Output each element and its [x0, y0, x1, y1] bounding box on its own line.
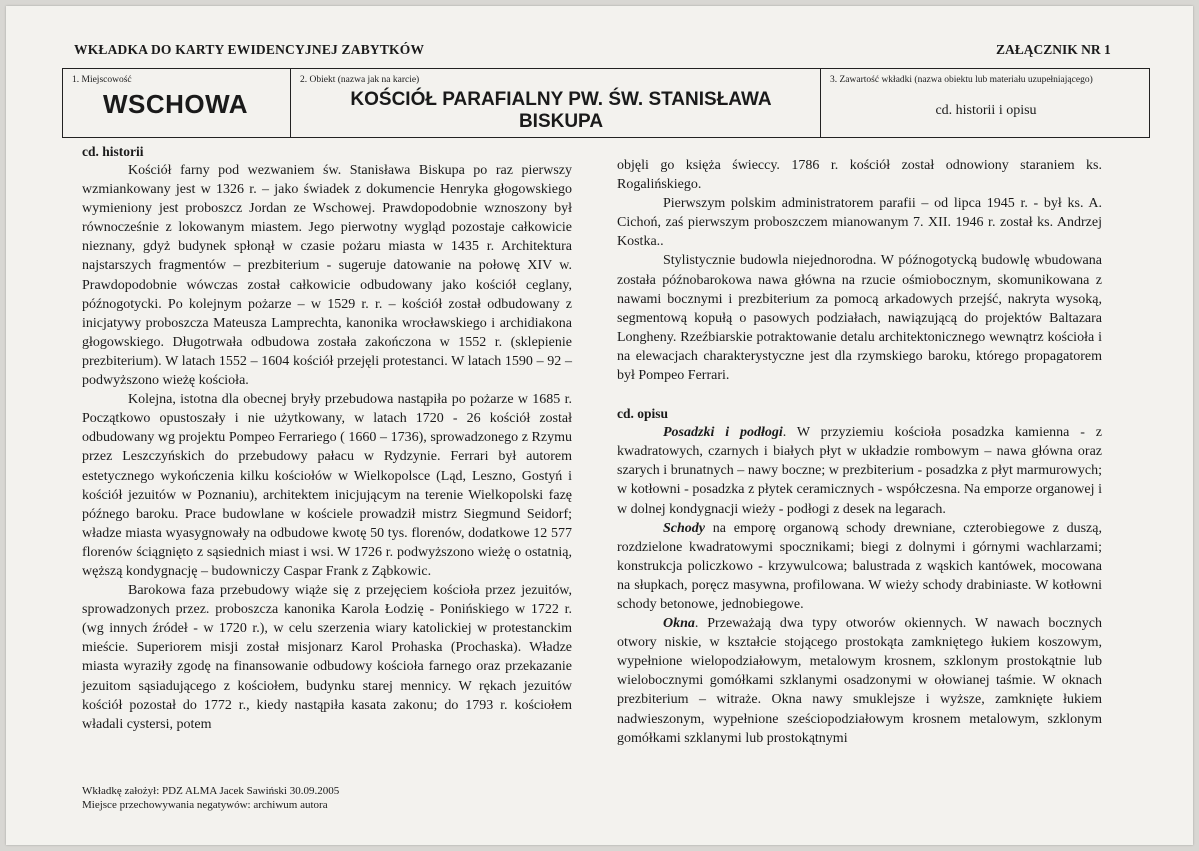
- contents-label: 3. Zawartość wkładki (nazwa obiektu lub materiału uzupełniającego): [830, 75, 1093, 85]
- locality-label: 1. Miejscowość: [72, 75, 132, 85]
- contents-value: cd. historii i opisu: [935, 103, 1037, 118]
- footer-storage: Miejsce przechowywania negatywów: archiwum autora: [82, 799, 328, 811]
- description-heading: cd. opisu: [617, 406, 669, 422]
- floors-text: . W przyziemiu kościoła posadzka kamienna - z kwadratowych, czarnych i białych płyt w układzie rombowym – nawa główna oraz szarych i brunatnych – nawy boczne; w prezbiterium - posadzka z płyt marmurowych; w kotłowni - posadzka z płytek ceramicznych - współczesna. Na emporze organowej i w dolnej kondygnacji wieży - podłogi z desek na legarach.: [617, 425, 1102, 517]
- stairs-text: na emporę organową schody drewniane, czterobiegowe z duszą, rozdzielone kwadratowymi spocznikami; biegi z dolnymi i górnymi wachlarzami; konstrukcja policzkowo - krzywulcowa; balustrada z wąskich kantówek, mocowana na słupkach, poręcz masywna, profilowana. W wieży schody drabiniaste. W kotłowni schody betonowe, jednobiegowe.: [617, 520, 1102, 612]
- document-sheet: [6, 6, 1193, 845]
- locality-value: WSCHOWA: [103, 89, 249, 119]
- left-column: [82, 142, 572, 734]
- footer-author: Wkładkę założył: PDZ ALMA Jacek Sawiński 30.09.2005: [82, 785, 340, 797]
- history-paragraph-3: Barokowa faza przebudowy wiąże się z przejęciem kościoła przez jezuitów, sprowadzonych przez. proboszcza kanonika Karola Łodzię - Ponińskiego w 1722 r. (wg innych źródeł - w 1720 r.), w celu szerzenia wiary katolickiej w protestanckim mieście. Superiorem misji został misjonarz Karol Prohaska (Prochaska). Władze miasta wyraziły zgodę na finansowanie odbudowy kościoła farnego oraz przekazanie jezuitom sąsiadującego z kościołem, budynku starej mennicy. W rękach jezuitów kościół pozostał do 1772 r., kiedy nastąpiła kasata zakonu; do 1793 r. kościołem władali cystersi, potem: [82, 583, 572, 732]
- stairs-title: Schody: [663, 520, 705, 536]
- object-label: 2. Obiekt (nazwa jak na karcie): [300, 75, 420, 85]
- stairs-paragraph: [617, 519, 1102, 614]
- windows-paragraph: [617, 614, 1102, 748]
- windows-title: Okna: [663, 616, 695, 632]
- right-column: [617, 156, 1102, 748]
- header-table: [62, 68, 1150, 138]
- history-paragraph-6: Stylistycznie budowla niejednorodna. W późnogotycką budowlę wbudowana została późnobarokowa nawa główna na rzucie ośmiobocznym, skomunikowana z nawami bocznymi i prezbiterium za pomocą arkadowych przejść, nakryta wysoką, segmentową kopułą o pasowych podziałach, nawiązującą do projektów Baltazara Longheny. Rzeźbiarskie potraktowanie detalu architektonicznego wewnątrz kościoła i na elewacjach charakterystyczne jest dla rzymskiego baroku, którego propagatorem był Pompeo Ferrari.: [617, 253, 1102, 384]
- footer-note: [82, 784, 339, 812]
- locality-cell: [63, 69, 291, 137]
- floors-paragraph: [617, 423, 1102, 518]
- object-value: KOŚCIÓŁ PARAFIALNY PW. ŚW. STANISŁAWA BISKUPA: [350, 89, 772, 132]
- history-paragraph-2: Kolejna, istotna dla obecnej bryły przebudowa nastąpiła po pożarze w 1685 r. Początkowo opustoszały i nie użytkowany, w latach 1720 - 26 kościół został odbudowany wg projektu Pompeo Ferrariego ( 1660 – 1736), sprowadzonego z Rzymu przez Leszczyńskich do przebudowy pałacu w Rydzynie. Ferrari był autorem estetycznego wykończenia kilku kościołów w Wielkopolsce (Ląd, Leszno, Gostyń i kościół jezuitów w Poznaniu), architektem inicjującym na terenie Wielkopolski fazę późnego baroku. Prace budowlane w kościele prowadził mistrz Siegmund Seidorf; władze miasta wyasygnowały na odbudowe kwotę 50 tys. florenów, dodatkowe 12 577 florenów ściągnięto z sąsiednich miast i wsi. W 1726 r. podwyższono wieżę o ostatnią, węższą kondygnację – budowniczy Caspar Frank z Ząbkowic.: [82, 392, 572, 579]
- history-paragraph-4: objęli go księża świeccy. 1786 r. kościół został odnowiony staraniem ks. Rogalińskiego.: [617, 158, 1102, 193]
- document-title: WKŁADKA DO KARTY EWIDENCYJNEJ ZABYTKÓW: [74, 42, 425, 57]
- object-cell: [291, 69, 821, 137]
- attachment-number: ZAŁĄCZNIK NR 1: [996, 42, 1111, 57]
- floors-title: Posadzki i podłogi: [663, 425, 783, 441]
- contents-cell: [821, 69, 1151, 137]
- history-heading: cd. historii: [82, 144, 144, 159]
- history-paragraph-5: Pierwszym polskim administratorem parafii – od lipca 1945 r. - był ks. A. Cichoń, zaś pierwszym proboszczem mianowanym 7. XII. 1946 r. został ks. Andrzej Kostka..: [617, 196, 1102, 250]
- history-paragraph-1: Kościół farny pod wezwaniem św. Stanisława Biskupa po raz pierwszy wzmiankowany jest w 1326 r. – jako świadek z dokumencie Henryka głogowskiego wymieniony jest proboszcz Jordan ze Wschowej. Prawdopodobnie wznoszony był równocześnie z lokowanym miastem. Jego pierwotny wygląd pozostaje całkowicie nieznany, gdyż budynek spłonął w czasie pożaru miasta w 1435 r. Architektura najstarszych fragmentów – prezbiterium - sugeruje datowanie na połowę XIV w. Prawdopodobnie wówczas został całkowicie odbudowany jako kościół ceglany, późnogotycki. Po kolejnym pożarze – w 1529 r. r. – kościół został odbudowany z inicjatywy proboszcza Mateusza Lamprechta, kanonika wrocławskiego i archidiakona głogowskiego. Długotrwała odbudowa została zakończona w 1552 r. (sklepienie prezbiterium). W latach 1552 – 1604 kościół przejęli protestanci. W latach 1590 – 92 – podwyższono wieżę kościoła.: [82, 163, 572, 389]
- windows-text: . Przeważają dwa typy otworów okiennych. W nawach bocznych otwory niskie, w kształcie stojącego prostokąta zamkniętego łukiem koszowym, wypełnione wielopodziałowym, metalowym krosnem, szklonym prostokątnie lub wielobocznymi gomółkami szklanymi osadzonymi w ołowianej taśmie. W oknach prezbiterium – witraże. Okna nawy smuklejsze i wyższe, zamknięte łukiem nadwieszonym, wypełnione sześciopodziałowym krosnem metalowym, szklonym gomółkami szklanymi lub prostokątnymi: [617, 616, 1102, 746]
